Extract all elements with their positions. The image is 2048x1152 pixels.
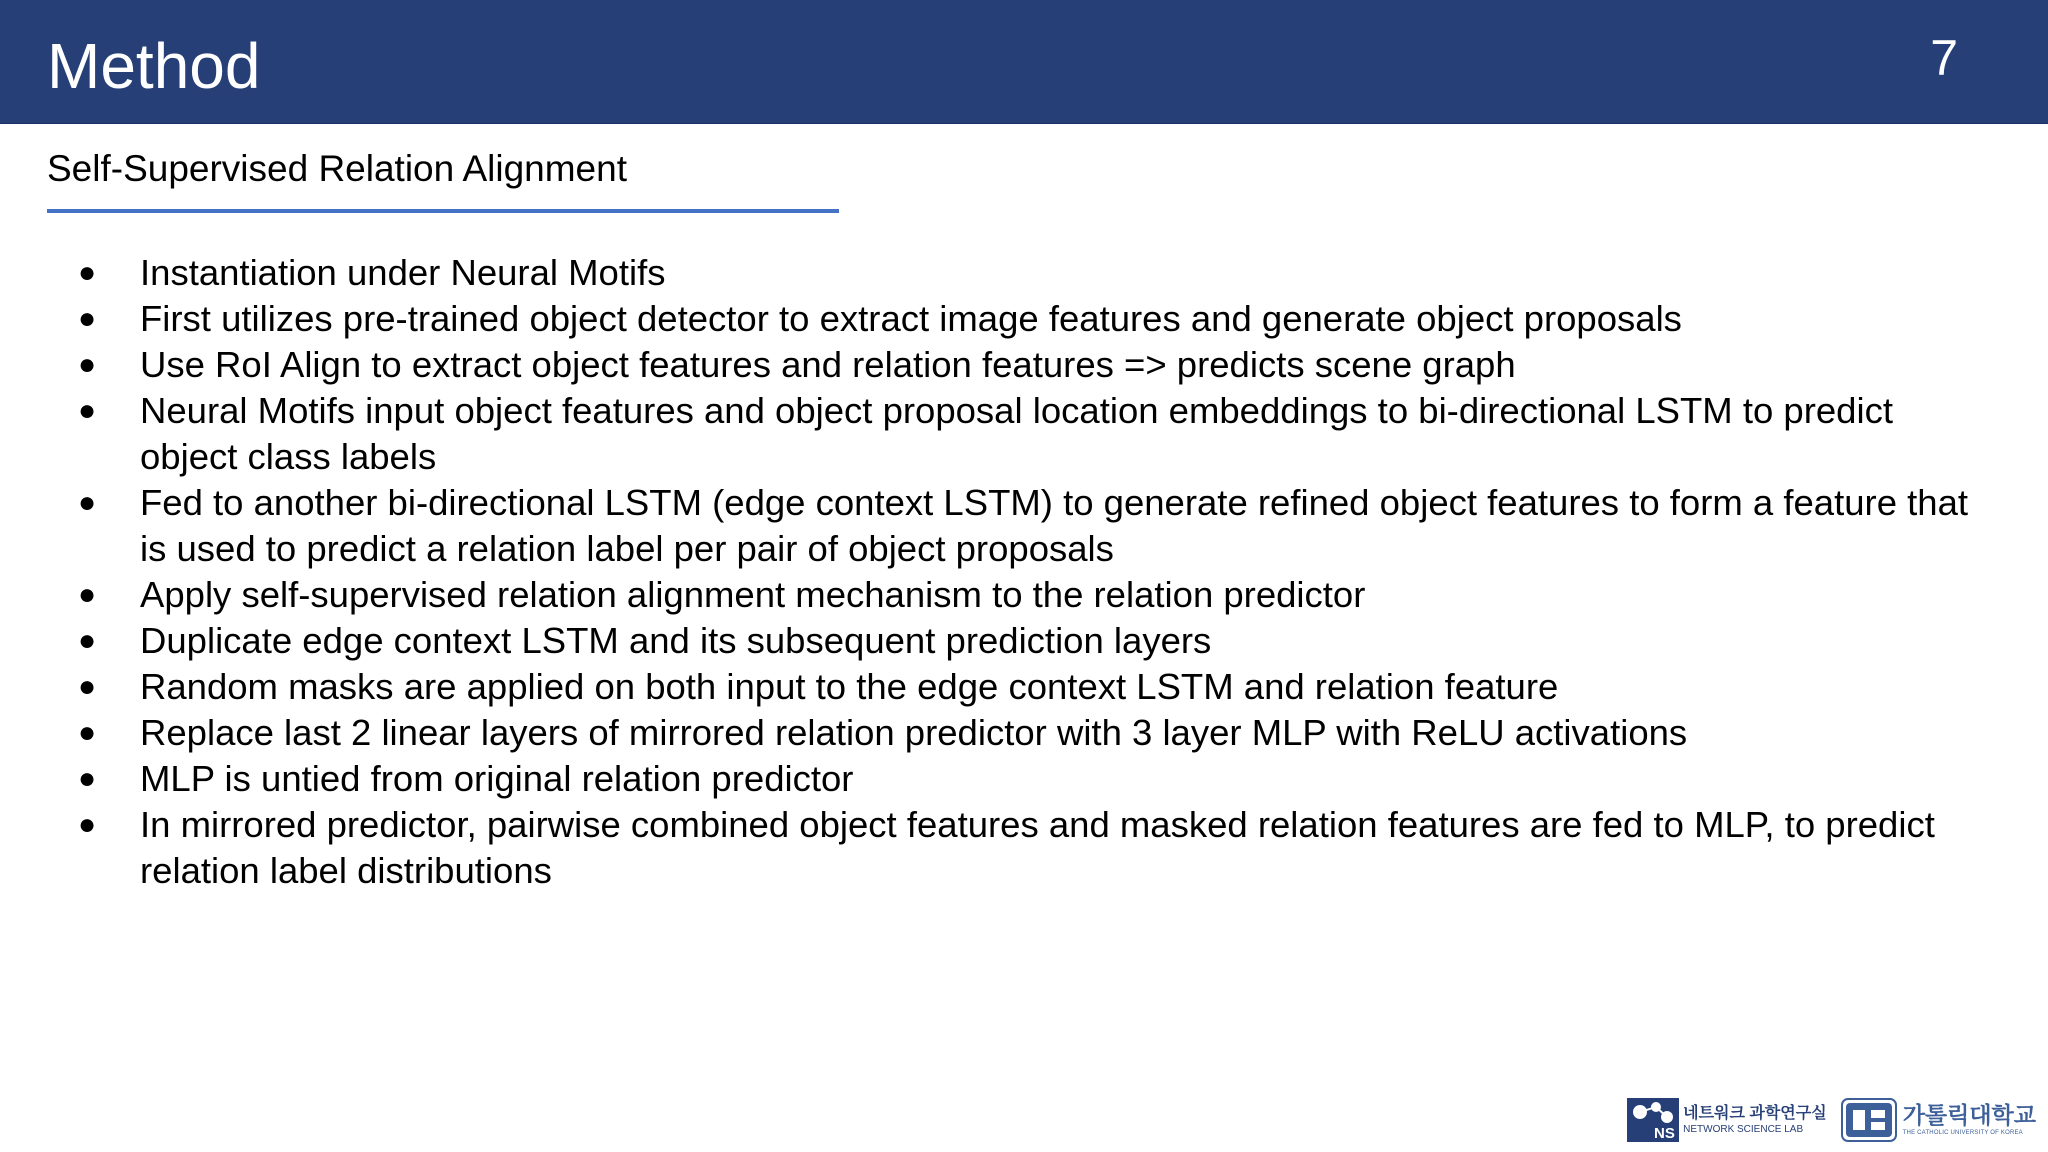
bullet-item bbox=[78, 756, 1978, 802]
bullet-item bbox=[78, 342, 1978, 388]
bullet-text: Neural Motifs input object features and object proposal location embeddings to bi-directional LSTM to predict object class labels bbox=[140, 390, 1893, 477]
bullet-text: Random masks are applied on both input to the edge context LSTM and relation feature bbox=[140, 666, 1559, 707]
bullet-dot-icon: ● bbox=[78, 808, 97, 841]
bullet-text: Apply self-supervised relation alignment mechanism to the relation predictor bbox=[140, 574, 1366, 615]
section-subtitle: Self-Supervised Relation Alignment bbox=[47, 148, 627, 189]
bullet-text: Replace last 2 linear layers of mirrored relation predictor with 3 layer MLP with ReLU activations bbox=[140, 712, 1688, 753]
lab-name-korean: 네트워크 과학연구실 bbox=[1683, 1104, 1827, 1122]
bullet-dot-icon: ● bbox=[78, 394, 97, 427]
bullet-list bbox=[78, 250, 1978, 894]
bullet-item bbox=[78, 618, 1978, 664]
bullet-item bbox=[78, 480, 1978, 572]
bullet-text: Duplicate edge context LSTM and its subsequent prediction layers bbox=[140, 620, 1212, 661]
page-number: 7 bbox=[1930, 30, 1958, 86]
university-name-korean: 가톨릭대학교 bbox=[1902, 1102, 2036, 1128]
bullet-item bbox=[78, 572, 1978, 618]
bullet-dot-icon: ● bbox=[78, 256, 97, 289]
catholic-university-logo bbox=[1841, 1098, 2036, 1142]
bullet-text: In mirrored predictor, pairwise combined object features and masked relation features are fed to MLP, to predict relation label distributions bbox=[140, 804, 1935, 891]
bullet-text: Fed to another bi-directional LSTM (edge context LSTM) to generate refined object features to form a feature that is used to predict a relation label per pair of object proposals bbox=[140, 482, 1969, 569]
bullet-dot-icon: ● bbox=[78, 716, 97, 749]
footer-logos bbox=[1627, 1098, 2036, 1142]
bullet-text: MLP is untied from original relation predictor bbox=[140, 758, 854, 799]
network-science-lab-logo bbox=[1627, 1098, 1827, 1142]
bullet-text: First utilizes pre-trained object detector to extract image features and generate object proposals bbox=[140, 298, 1682, 339]
bullet-item bbox=[78, 710, 1978, 756]
bullet-dot-icon: ● bbox=[78, 670, 97, 703]
bullet-text: Instantiation under Neural Motifs bbox=[140, 252, 666, 293]
bullet-item bbox=[78, 250, 1978, 296]
bullet-item bbox=[78, 664, 1978, 710]
bullet-dot-icon: ● bbox=[78, 762, 97, 795]
lab-badge-text: NS bbox=[1654, 1125, 1675, 1142]
slide-title: Method bbox=[47, 30, 261, 102]
bullet-item bbox=[78, 296, 1978, 342]
university-name-english: THE CATHOLIC UNIVERSITY OF KOREA bbox=[1902, 1130, 2023, 1136]
bullet-text: Use RoI Align to extract object features and relation features => predicts scene graph bbox=[140, 344, 1516, 385]
subtitle-underline bbox=[47, 209, 839, 213]
university-emblem-icon bbox=[1841, 1098, 1897, 1142]
bullet-dot-icon: ● bbox=[78, 578, 97, 611]
bullet-dot-icon: ● bbox=[78, 302, 97, 335]
bullet-dot-icon: ● bbox=[78, 348, 97, 381]
bullet-dot-icon: ● bbox=[78, 486, 97, 519]
network-nodes-icon bbox=[1627, 1098, 1679, 1142]
bullet-item bbox=[78, 802, 1978, 894]
bullet-dot-icon: ● bbox=[78, 624, 97, 657]
title-bar bbox=[0, 0, 2048, 124]
lab-name-english: NETWORK SCIENCE LAB bbox=[1683, 1123, 1804, 1135]
bullet-item bbox=[78, 388, 1978, 480]
